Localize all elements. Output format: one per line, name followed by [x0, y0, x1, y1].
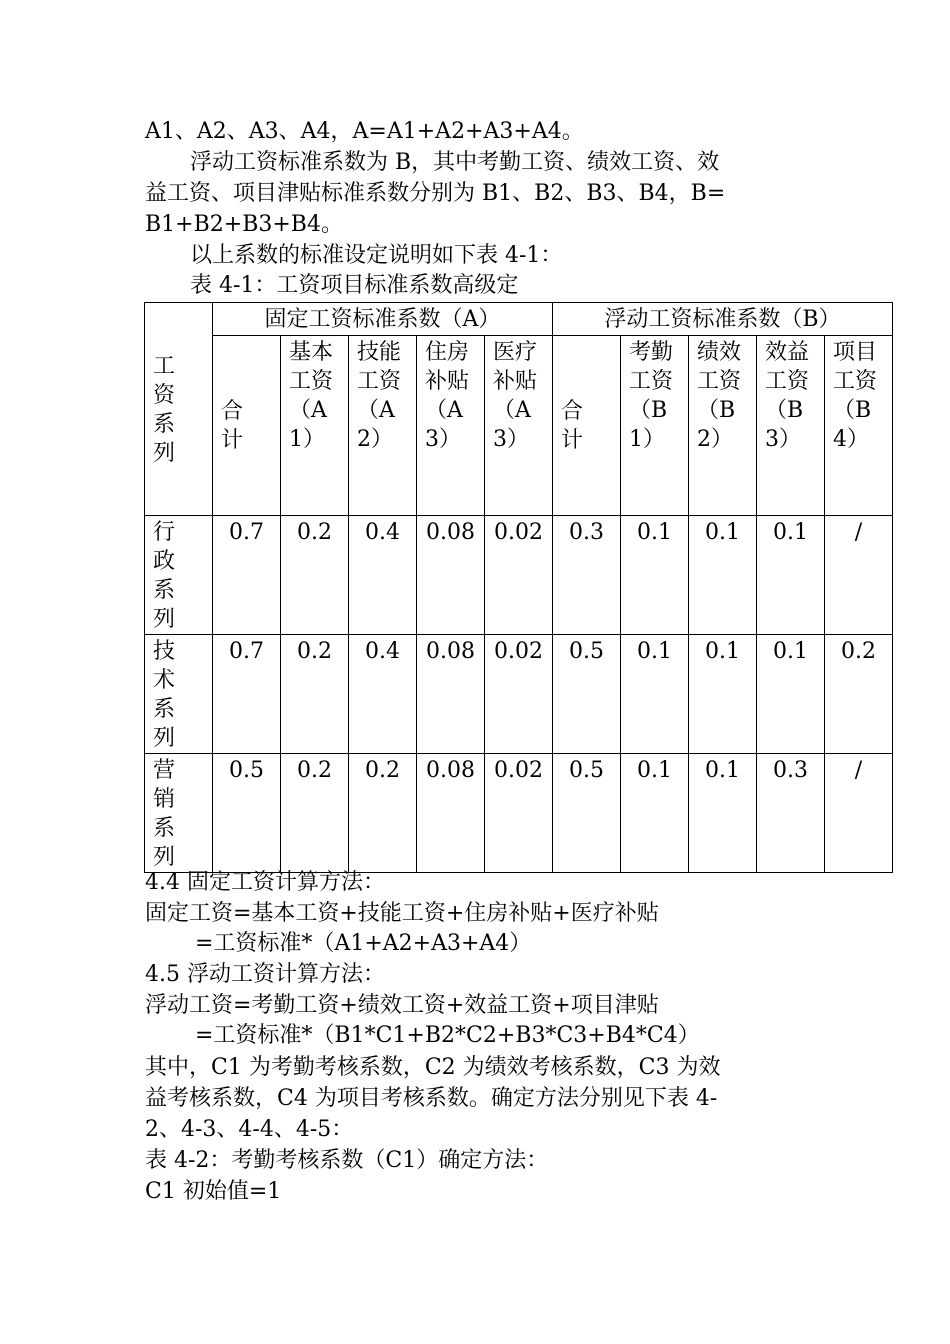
table-cell: 0.2 [825, 635, 893, 754]
table-cell: 0.08 [417, 516, 485, 635]
col-header-b-total: 合计 [553, 336, 621, 516]
col-header-b1: 考勤工资（B1） [621, 336, 689, 516]
floating-wage-formula-cont: =工资标准*（B1*C1+B2*C2+B3*C3+B4*C4） [195, 1023, 700, 1048]
table-cell: 0.4 [349, 635, 417, 754]
table-cell: 0.3 [757, 754, 825, 873]
table-cell: / [825, 754, 893, 873]
table-cell: 0.2 [281, 635, 349, 754]
corner-header-cell [145, 303, 213, 516]
section-4-4-heading: 4.4 固定工资计算方法： [145, 870, 385, 895]
table-cell: 0.2 [281, 754, 349, 873]
fixed-wage-formula-cont: =工资标准*（A1+A2+A3+A4） [195, 931, 532, 956]
wage-coefficient-table [144, 302, 893, 873]
fixed-wage-formula: 固定工资=基本工资+技能工资+住房补贴+医疗补贴 [145, 901, 659, 926]
col-header-a4: 医疗补贴（A3） [485, 336, 553, 516]
table-cell: 0.1 [621, 754, 689, 873]
table-cell: 0.5 [213, 754, 281, 873]
table-cell: 0.2 [281, 516, 349, 635]
group-header-floating: 浮动工资标准系数（B） [553, 303, 893, 336]
table-cell: 0.1 [689, 635, 757, 754]
table-row [145, 635, 893, 754]
table-cell: 0.7 [213, 635, 281, 754]
paragraph-c-coefficients: 其中，C1 为考勤考核系数，C2 为绩效考核系数，C3 为效 [145, 1055, 721, 1080]
paragraph-table-intro: 以上系数的标准设定说明如下表 4-1： [190, 243, 563, 268]
table-cell: / [825, 516, 893, 635]
table-4-2-caption: 表 4-2：考勤考核系数（C1）确定方法： [145, 1148, 549, 1173]
paragraph-c-line3: 2、4-3、4-4、4-5： [145, 1117, 354, 1142]
col-header-b4: 项目工资（B4） [825, 336, 893, 516]
table-row [145, 754, 893, 873]
paragraph-b-intro: 浮动工资标准系数为 B，其中考勤工资、绩效工资、效 [190, 150, 720, 175]
table-cell: 0.3 [553, 516, 621, 635]
table-cell: 0.4 [349, 516, 417, 635]
table-cell: 0.5 [553, 635, 621, 754]
group-header-fixed: 固定工资标准系数（A） [213, 303, 553, 336]
table-cell: 0.02 [485, 516, 553, 635]
table-cell: 0.1 [689, 754, 757, 873]
table-cell: 0.1 [621, 635, 689, 754]
col-header-a2: 技能工资（A2） [349, 336, 417, 516]
c1-initial-value: C1 初始值=1 [145, 1179, 282, 1204]
floating-wage-formula: 浮动工资=考勤工资+绩效工资+效益工资+项目津贴 [145, 993, 659, 1018]
col-header-a1: 基本工资（A1） [281, 336, 349, 516]
table-cell: 0.02 [485, 635, 553, 754]
col-header-a-total: 合计 [213, 336, 281, 516]
row-header-tech: 技术系列 [145, 635, 213, 754]
col-header-b2: 绩效工资（B2） [689, 336, 757, 516]
table-cell: 0.1 [689, 516, 757, 635]
table-cell: 0.7 [213, 516, 281, 635]
paragraph-b-line3: B1+B2+B3+B4。 [145, 212, 343, 237]
paragraph-b-line2: 益工资、项目津贴标准系数分别为 B1、B2、B3、B4，B= [145, 181, 726, 206]
table-caption: 表 4-1：工资项目标准系数高级定 [190, 273, 519, 298]
paragraph-a-coefficients: A1、A2、A3、A4，A=A1+A2+A3+A4。 [145, 119, 584, 144]
table-cell: 0.1 [757, 516, 825, 635]
table-cell: 0.1 [757, 635, 825, 754]
row-header-admin: 行政系列 [145, 516, 213, 635]
table-cell: 0.08 [417, 635, 485, 754]
table-cell: 0.08 [417, 754, 485, 873]
table-cell: 0.2 [349, 754, 417, 873]
table-cell: 0.1 [621, 516, 689, 635]
col-header-b3: 效益工资（B3） [757, 336, 825, 516]
col-header-a3: 住房补贴（A3） [417, 336, 485, 516]
table-cell: 0.02 [485, 754, 553, 873]
corner-header-label: 工资系列 [153, 354, 176, 466]
table-row [145, 516, 893, 635]
table-cell: 0.5 [553, 754, 621, 873]
row-header-sales: 营销系列 [145, 754, 213, 873]
section-4-5-heading: 4.5 浮动工资计算方法： [145, 962, 385, 987]
paragraph-c-line2: 益考核系数，C4 为项目考核系数。确定方法分别见下表 4- [145, 1086, 718, 1111]
